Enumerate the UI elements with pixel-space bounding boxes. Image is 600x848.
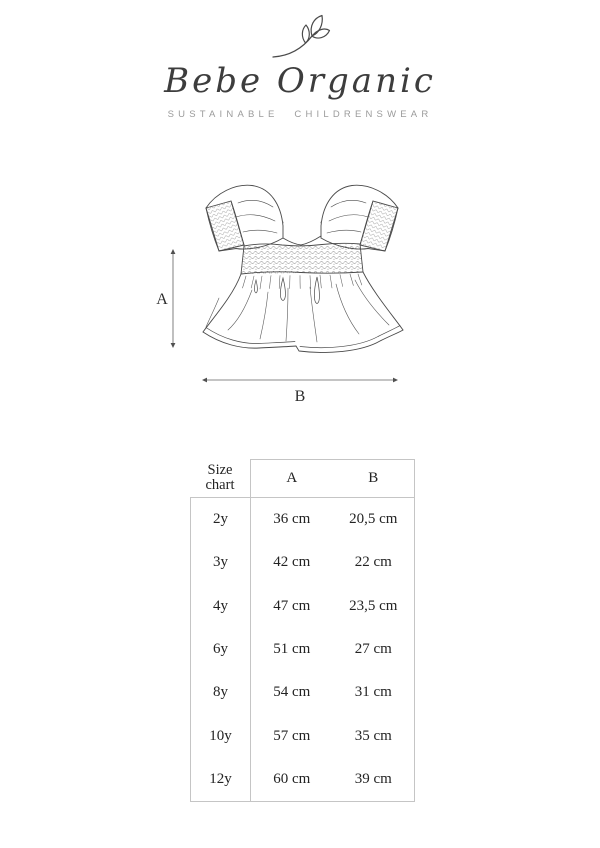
garment-diagram [140,170,460,410]
column-header-b: B [368,470,379,486]
b-value-cell: 22 cm [354,554,392,571]
a-value-cell: 51 cm [273,640,311,657]
size-chart-header-row [190,459,415,497]
measure-a-arrow [171,249,176,348]
table-row [191,758,414,801]
size-cell: 3y [191,541,251,584]
column-header-a: A [286,470,298,486]
size-cell: 8y [191,671,251,714]
b-value-cell: 31 cm [354,684,392,701]
measure-b-arrow [202,378,398,383]
size-cell: 2y [191,498,251,541]
b-value-cell: 27 cm [354,640,392,657]
table-row [191,541,414,584]
size-chart-corner-header: Size chart [205,461,235,493]
table-row [191,671,414,714]
a-value-cell: 42 cm [273,554,311,571]
brand-logo [0,14,600,120]
size-cell: 6y [191,628,251,671]
smocked-band [241,243,363,274]
a-value-cell: 57 cm [273,727,311,744]
table-row [191,628,414,671]
b-value-cell: 23,5 cm [349,597,398,614]
a-value-cell: 60 cm [273,770,311,787]
branch-leaves-icon [269,14,331,60]
size-cell: 10y [191,714,251,757]
a-value-cell: 47 cm [273,597,311,614]
garment-drawing [203,185,403,352]
size-cell: 12y [191,758,251,801]
size-cell: 4y [191,585,251,628]
a-value-cell: 36 cm [273,511,311,528]
size-chart-table [190,459,415,802]
b-value-cell: 20,5 cm [349,511,398,528]
measure-a-label: A [156,291,168,308]
table-row [191,585,414,628]
b-value-cell: 39 cm [354,770,392,787]
brand-tagline: SUSTAINABLE CHILDRENSWEAR [167,109,433,121]
b-value-cell: 35 cm [354,727,392,744]
neckline [283,236,321,245]
left-sleeve [206,185,283,251]
measure-b-label: B [294,388,306,405]
a-value-cell: 54 cm [273,684,311,701]
size-chart-body [190,497,415,802]
table-row [191,498,414,541]
brand-name: Bebe Organic [164,61,436,101]
skirt [203,272,403,352]
right-sleeve [321,185,398,251]
table-row [191,714,414,757]
measurement-columns-header [250,459,415,497]
